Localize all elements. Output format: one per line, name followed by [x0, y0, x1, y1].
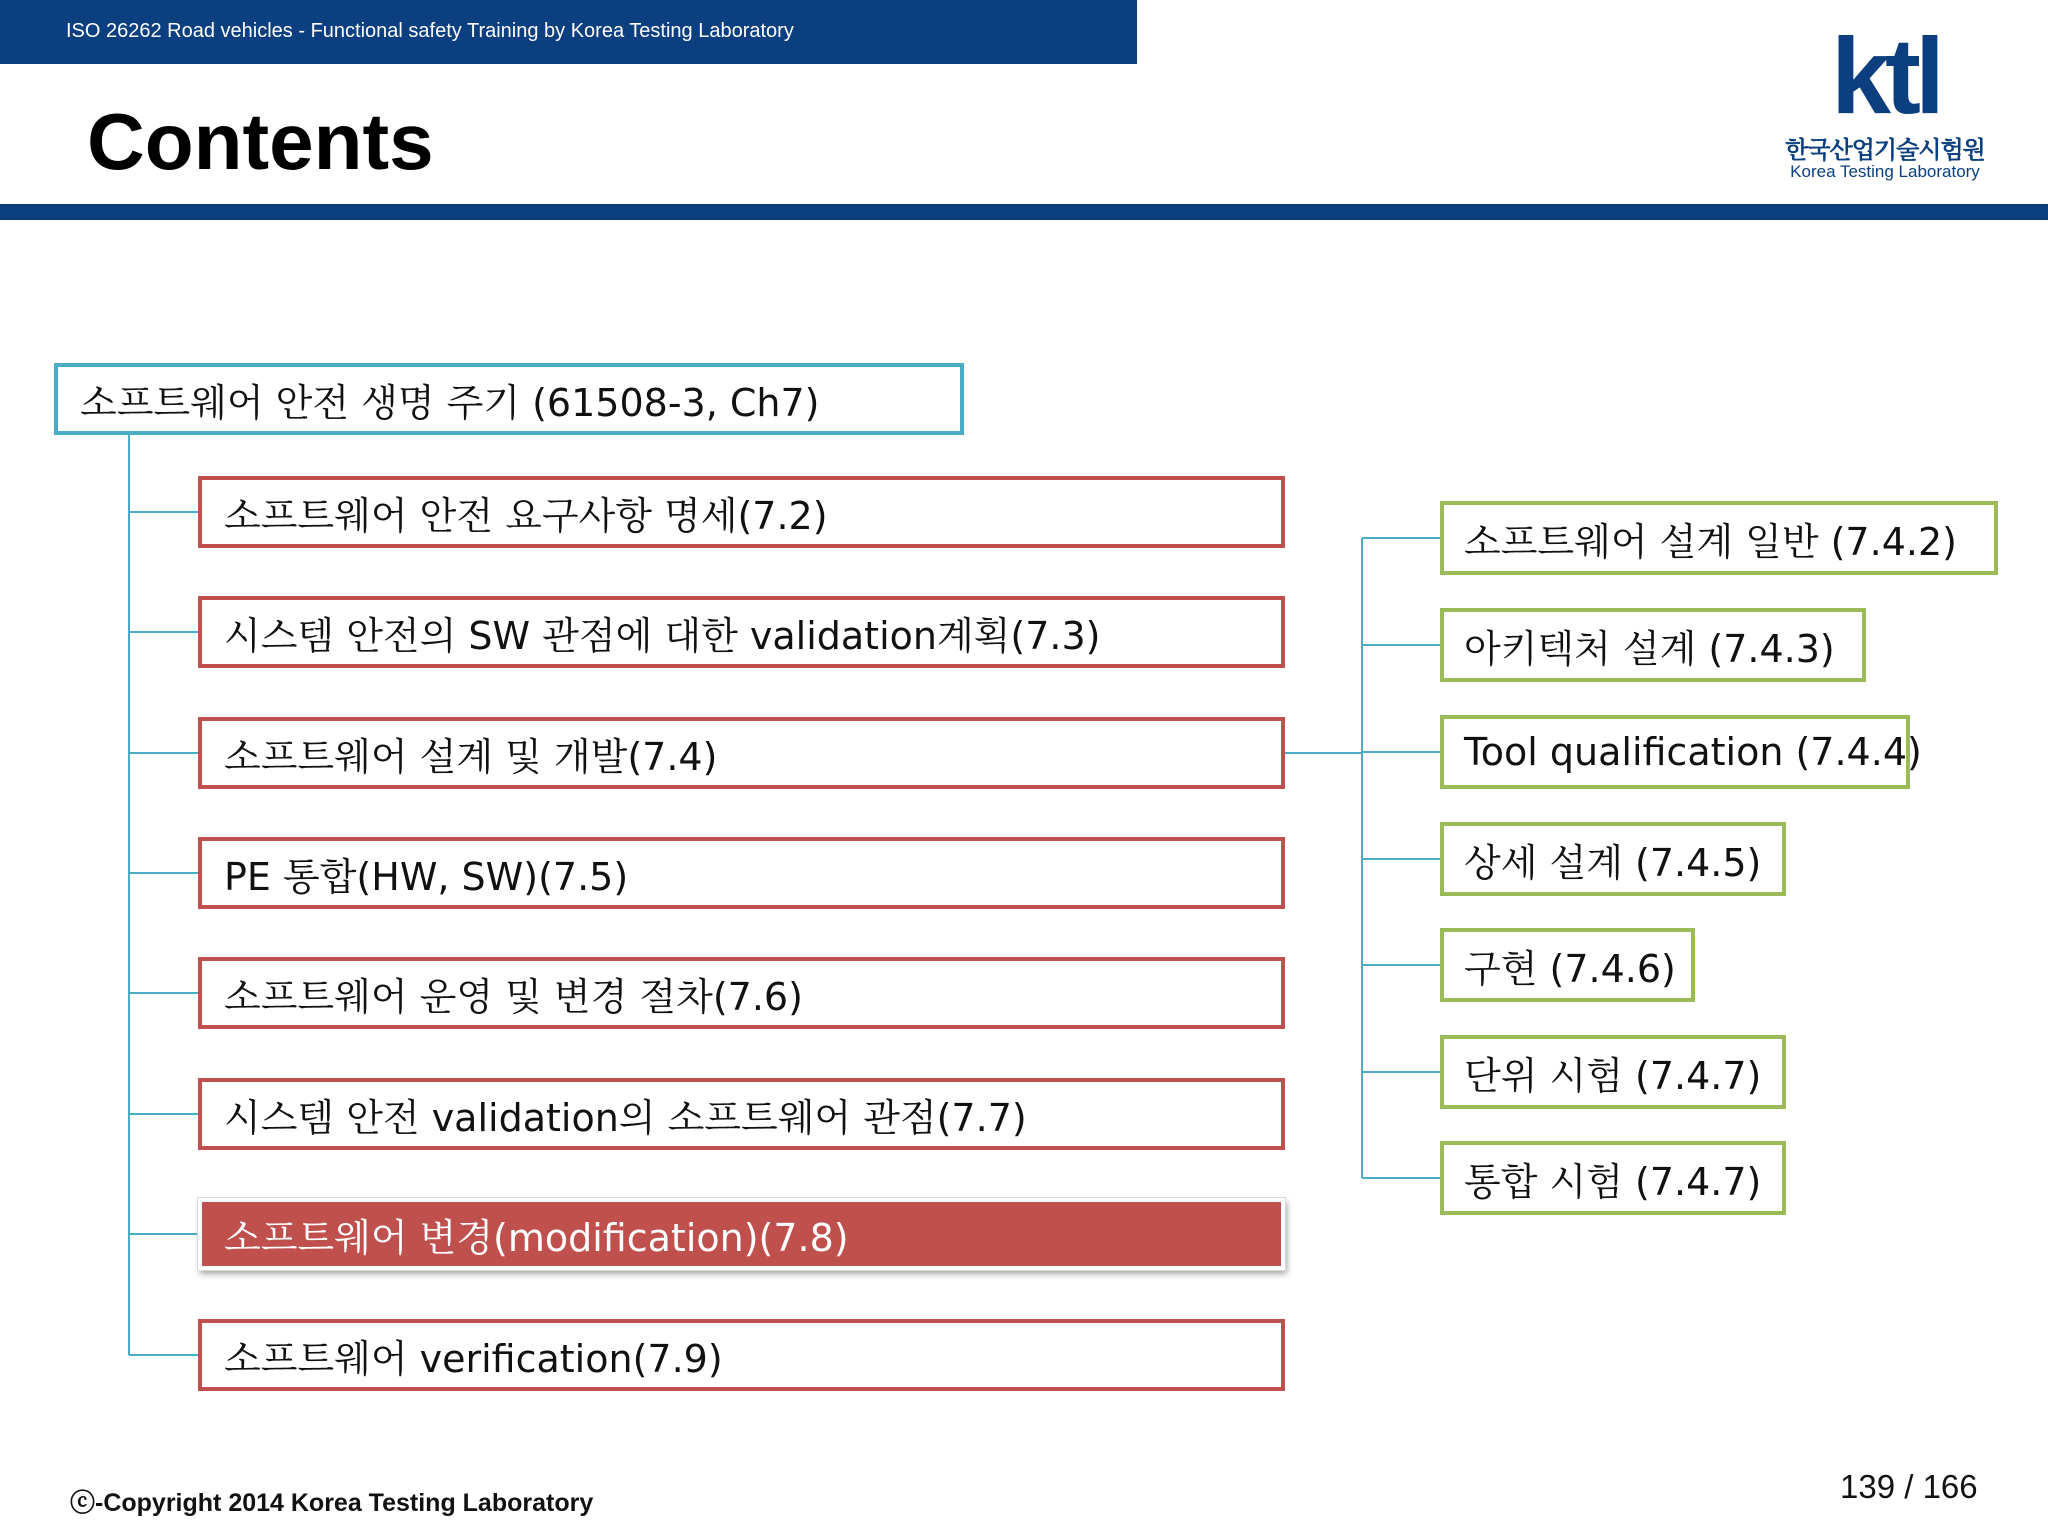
- phase-label: 소프트웨어 verification(7.9): [224, 1336, 723, 1381]
- subphase-label: 상세 설계 (7.4.5): [1464, 840, 1762, 885]
- subphase-label: 구현 (7.4.6): [1464, 946, 1676, 991]
- subphase-label: 소프트웨어 설계 일반 (7.4.2): [1464, 519, 1957, 564]
- subphase-node-architecture: [1440, 608, 1866, 682]
- phase-label: PE 통합(HW, SW)(7.5): [224, 854, 629, 899]
- subphase-label: 아키텍처 설계 (7.4.3): [1464, 626, 1835, 671]
- copyright-notice: ⓒ-Copyright 2014 Korea Testing Laboratory: [70, 1489, 594, 1517]
- subphase-node-tool-qualification: [1440, 715, 1922, 789]
- phase-node-operation-change: [198, 957, 1285, 1029]
- root-node-label: 소프트웨어 안전 생명 주기 (61508-3, Ch7): [80, 380, 820, 425]
- logo-mark: ktl: [1830, 15, 1940, 136]
- subphase-node-detailed-design: [1440, 822, 1786, 896]
- root-node: [54, 363, 964, 435]
- phase-label: 시스템 안전의 SW 관점에 대한 validation계획(7.3): [224, 613, 1101, 658]
- page-number: 139 / 166: [1840, 1468, 1978, 1505]
- subphase-label: 통합 시험 (7.4.7): [1464, 1159, 1762, 1204]
- subphase-node-integration-test: [1440, 1141, 1786, 1215]
- logo-name-en: Korea Testing Laboratory: [1790, 162, 1980, 181]
- logo-name-ko: 한국산업기술시험원: [1785, 136, 1985, 164]
- phase-label: 소프트웨어 변경(modification)(7.8): [224, 1215, 849, 1260]
- phase-node-verification: [198, 1319, 1285, 1391]
- phase-label: 소프트웨어 안전 요구사항 명세(7.2): [224, 493, 828, 538]
- phase-node-design-development: [198, 717, 1285, 789]
- subphase-node-unit-test: [1440, 1035, 1786, 1109]
- phase-node-validation-plan: [198, 596, 1285, 668]
- subphase-node-design-general: [1440, 501, 1998, 575]
- subphase-label: 단위 시험 (7.4.7): [1464, 1053, 1762, 1098]
- phase-label: 소프트웨어 운영 및 변경 절차(7.6): [224, 974, 803, 1019]
- phase-label: 소프트웨어 설계 및 개발(7.4): [224, 734, 718, 779]
- course-title: ISO 26262 Road vehicles - Functional safety Training by Korea Testing Laboratory: [66, 20, 794, 42]
- subphase-label: Tool qualification (7.4.4): [1464, 730, 1922, 774]
- subphase-node-implementation: [1440, 928, 1695, 1002]
- phase-label: 시스템 안전 validation의 소프트웨어 관점(7.7): [224, 1095, 1027, 1140]
- page-title: Contents: [87, 97, 434, 186]
- phase-node-modification: [198, 1198, 1285, 1270]
- phase-node-system-validation: [198, 1078, 1285, 1150]
- phase-node-pe-integration: [198, 837, 1285, 909]
- phase-node-spec: [198, 476, 1285, 548]
